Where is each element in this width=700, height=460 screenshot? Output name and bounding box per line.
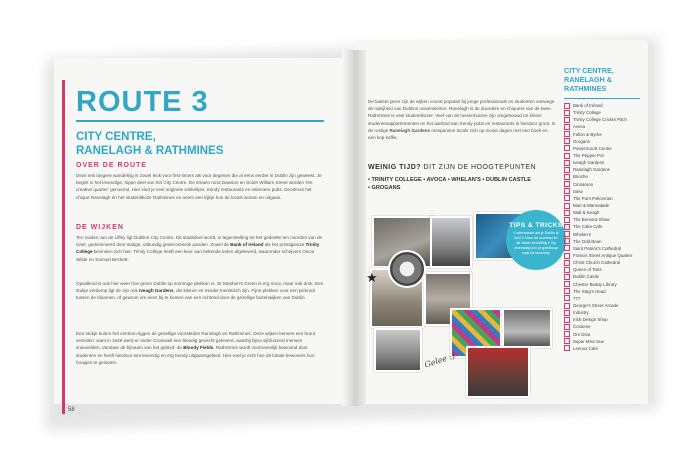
highlights-line-1: • TRINITY COLLEGE • AVOCA • WHELAN'S • DUBLIN CASTLE: [368, 177, 531, 183]
bold-trinity-college: Trinity College: [76, 242, 320, 255]
list-item: [564, 295, 644, 302]
checkbox-icon: [564, 203, 570, 209]
tips-title: TIPS & TRICKS: [509, 222, 563, 229]
checkbox-icon: [564, 338, 570, 344]
places-list-rule: [564, 98, 640, 99]
place-name: Bank of Ireland: [573, 103, 603, 109]
place-name: Francis Street Antique Quarter: [573, 253, 633, 259]
photo-person: [374, 328, 422, 372]
place-name: The Punt Policeman: [573, 195, 613, 201]
subtitle-line-2: RANELAGH & RATHMINES: [76, 145, 224, 157]
place-name: Queen of Tarts: [573, 267, 602, 273]
list-item: [564, 145, 644, 152]
photo-friends: [466, 346, 530, 398]
list-item: [564, 195, 644, 202]
list-item: [564, 316, 644, 323]
place-name: Om Diva: [573, 331, 591, 337]
place-name: Avoca: [573, 124, 586, 130]
place-name: Trinity College: [573, 110, 601, 116]
checkbox-icon: [564, 231, 570, 237]
list-item: [564, 223, 644, 230]
list-item: [564, 181, 644, 188]
checkbox-icon: [564, 103, 570, 109]
list-item: [564, 152, 644, 159]
checkbox-icon: [564, 145, 570, 151]
place-name: Super Miss Sue: [573, 338, 604, 344]
checkbox-icon: [564, 310, 570, 316]
left-page: [54, 58, 350, 413]
places-list: [564, 102, 644, 352]
list-item: [564, 188, 644, 195]
photo-tower: [430, 216, 472, 268]
list-item: [564, 173, 644, 180]
list-item: [564, 252, 644, 259]
list-item: [564, 273, 644, 280]
open-guidebook: [54, 40, 652, 412]
place-name: Powerscourt Centre: [573, 145, 612, 151]
list-item: [564, 281, 644, 288]
book-gutter: [342, 50, 366, 406]
paragraph-de-wijken: Ten zuiden van de Liffey ligt Dublins City Centre. Dit stadsdeel wordt, in tegenstelling tot het gedeelte ten noorden van de rivier, gedomineerd door statige, uitbundig gedecoreerde panden. Zowel de Bank of Ireland als het prestigieuze Trinity College bevinden zich hier. Trinity College heeft een keur aan bekende leden afgeleverd, waaronder schrijvers Oscar Wilde en Samuel Beckett.: [76, 235, 323, 262]
route-subtitle: [76, 130, 316, 158]
right-page: [354, 40, 648, 404]
list-item: [564, 238, 644, 245]
photo-collage: [366, 208, 562, 400]
checkbox-icon: [564, 245, 570, 251]
tips-bubble: [506, 210, 566, 270]
checkbox-icon: [564, 188, 570, 194]
subtitle-line-1: CITY CENTRE,: [76, 131, 156, 143]
places-list-title: CITY CENTRE, RANELAGH & RATHMINES: [564, 66, 614, 93]
list-item: [564, 345, 644, 352]
place-name: The Bernard Shaw: [573, 217, 610, 223]
list-item: [564, 123, 644, 130]
checkbox-icon: [564, 181, 570, 187]
paragraph-over-de-route: Deze iets langere wandeling is zowel leuk voor first-timers als voor degenen die al eens eerder in Dublin zijn geweest. Je begint in het levendige, hippe deel van het City Centre. De straten rond Dawson en South William Street worden 'the creative quarter' genoemd. Hier vind je veel originele winkeltjes, trendy restaurants en intiemere pubs. Doorkruis het chique Ranelagh en het studentikoze Rathmines en neem een kijkje hoe de locals wonen en uitgaan.: [76, 173, 322, 200]
highlights-list: [368, 176, 558, 192]
list-item: [564, 209, 644, 216]
highlights-line-2: • GROGANS: [368, 185, 401, 191]
place-name: Saint Patrick's Cathedral: [573, 245, 621, 251]
checkbox-icon: [564, 174, 570, 180]
place-name: The Odd Bean: [573, 238, 602, 244]
checkbox-icon: [564, 153, 570, 159]
star-icon: ★: [366, 270, 378, 285]
place-name: Irish Design Shop: [573, 317, 608, 323]
checkbox-icon: [564, 131, 570, 137]
page-number: 58: [68, 407, 75, 413]
checkbox-icon: [564, 210, 570, 216]
list-item: [564, 288, 644, 295]
tips-text: // Interessant als je Dublin al kent // Naar de voorstad en de lokale bevolking // Op woensdag kun je goedkoop naar de bioscoop: [513, 231, 559, 255]
title-rule: [76, 120, 324, 122]
checkbox-icon: [564, 167, 570, 173]
checkbox-icon: [564, 117, 570, 123]
place-name: Dublin Castle: [573, 274, 600, 280]
place-name: Wall & Keogh: [573, 210, 600, 216]
checkbox-icon: [564, 274, 570, 280]
bold-ranelagh-gardens: Ranelagh Gardens: [389, 127, 431, 133]
place-name: Fallon & Byrne: [573, 131, 602, 137]
list-item: [564, 309, 644, 316]
bold-bloody-fields: Bloody Fields: [183, 345, 214, 351]
checkbox-icon: [564, 195, 570, 201]
list-item: [564, 131, 644, 138]
checkbox-icon: [564, 224, 570, 230]
list-item: [564, 245, 644, 252]
place-name: George's Street Arcade: [573, 303, 619, 308]
list-item: [564, 302, 644, 309]
photo-shopfront: [502, 308, 552, 348]
checkbox-icon: [564, 138, 570, 144]
checkbox-icon: [564, 317, 570, 323]
list-item: [564, 116, 644, 123]
place-name: Christ Church Cathedral: [573, 260, 621, 266]
place-name: Ranelagh Gardens: [573, 167, 610, 173]
list-item: [564, 166, 644, 173]
place-name: Grogans: [573, 138, 590, 144]
paragraph-green-dublin: Opvallend is ook hier weer hoe groen Dublin op sommige plekken is. St Stephen's Green is erg mooi, maar ook druk. Een stukje verderop ligt de zijn ook Iveagh Gardens, die kleiner en minder toeristisch zijn. Fijne plekken voor een picknick tussen de bloemen, of gewoon om even bij te komen van een ochtend door de gezellige buitenwijken van Dublin.: [76, 281, 324, 301]
list-item: [564, 323, 644, 330]
place-name: Siew: [573, 188, 583, 194]
paragraph-intro: De laatste jaren zijn de wijken vooral populair bij jonge professionals en studenten vanwege de nabijheid van Dublins universiteiten. Ranelagh is de duurdere en chiquere van de twee. Rathmines is veel studentikozer. Veel van de tussenhuizen zijn omgebouwd tot kleine studentenappartementen en het aanbod aan trendy pubs en restaurants is hierdoor groot. In de rustige Ranelagh Gardens ontspannen locals zich op mooie dagen met een boek en een kop koffie.: [368, 99, 556, 141]
section-heading-de-wijken: DE WIJKEN: [76, 224, 124, 231]
checkbox-icon: [564, 267, 570, 273]
handwritten-note: Gelee :): [423, 351, 457, 370]
list-item: [564, 109, 644, 116]
highlights-heading-lead: WEINIG TIJD?: [368, 164, 422, 171]
highlights-heading: WEINIG TIJD? DIT ZIJN DE HOOGTEPUNTEN: [368, 164, 537, 171]
bold-bank-of-ireland: Bank of Ireland: [230, 242, 264, 248]
place-name: Costume: [573, 324, 591, 330]
list-item: [564, 231, 644, 238]
list-item: [564, 216, 644, 223]
list-item: [564, 138, 644, 145]
place-name: Chester Beatty Library: [573, 281, 617, 287]
place-name: Lennox Cafe: [573, 345, 598, 351]
list-item: [564, 331, 644, 338]
list-item: [564, 102, 644, 109]
checkbox-icon: [564, 295, 570, 301]
place-name: 777: [573, 295, 581, 301]
list-item: [564, 202, 644, 209]
list-item: [564, 338, 644, 345]
list-item: [564, 259, 644, 266]
checkbox-icon: [564, 238, 570, 244]
checkbox-icon: [564, 253, 570, 259]
place-name: Mart & Marmalade: [573, 203, 610, 209]
paragraph-suburbs: Een stukje buiten het centrum liggen de gezellige voorsteden Ranelagh en Rathmines. Deze wijken kennen een bruut verleden: want in 1649 werd er onder Cromwell een bloedig gevecht geleverd, waarbij bijna vijfduizend mensen sneuvelden. Vandaar de bijnaam van het gebied: de Bloody Fields. Rathmines wordt voornamelijk bewoond door studenten en heeft hierdoor een levendig en erg trendy uitgaansgebied. Hier voel je echt hoe de lokale bewoners hun hoopjes te genieten.: [76, 331, 316, 365]
checkbox-icon: [564, 260, 570, 266]
place-name: Brioche: [573, 174, 588, 180]
place-name: Industry: [573, 310, 589, 316]
checkbox-icon: [564, 281, 570, 287]
checkbox-icon: [564, 288, 570, 294]
checkbox-icon: [564, 345, 570, 351]
place-name: Cinnamon: [573, 181, 594, 187]
place-name: The Stag's Head: [573, 288, 606, 294]
checkbox-icon: [564, 217, 570, 223]
checkbox-icon: [564, 303, 570, 309]
bold-iveagh-gardens: Iveagh Gardens: [139, 288, 174, 294]
section-heading-over-de-route: OVER DE ROUTE: [76, 162, 147, 169]
list-item: [564, 266, 644, 273]
place-name: The Cake Cafe: [573, 224, 603, 230]
checkbox-icon: [564, 124, 570, 130]
checkbox-icon: [564, 331, 570, 337]
photo-round-sculpture: [388, 250, 426, 288]
place-name: Whelan's: [573, 231, 591, 237]
place-name: Iveagh Gardens: [573, 160, 605, 166]
place-name: Trinity College Cricket Pitch: [573, 117, 627, 123]
checkbox-icon: [564, 160, 570, 166]
list-item: [564, 159, 644, 166]
checkbox-icon: [564, 110, 570, 116]
place-name: The Pepper Pot: [573, 153, 604, 159]
checkbox-icon: [564, 324, 570, 330]
route-title: ROUTE 3: [76, 86, 209, 118]
page-edge-bar: [62, 80, 65, 414]
